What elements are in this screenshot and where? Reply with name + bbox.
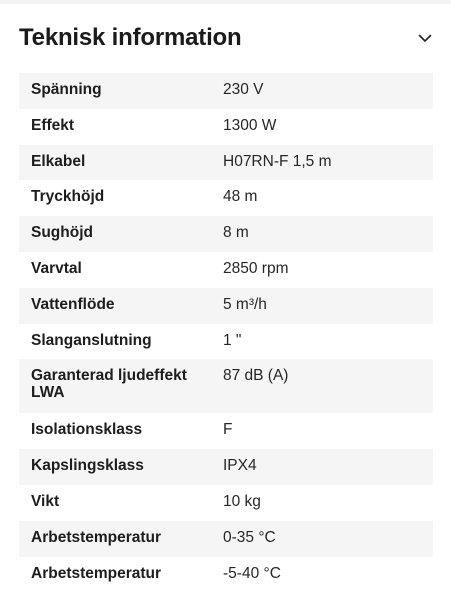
spec-row [19, 73, 433, 109]
spec-value: -5-40 °C [223, 564, 281, 582]
spec-value: 48 m [223, 188, 258, 206]
spec-label: Vattenflöde [31, 295, 115, 313]
spec-value: 8 m [223, 224, 249, 242]
spec-label: Garanterad ljudeffekt LWA [31, 367, 187, 402]
spec-row [19, 485, 433, 521]
section-header[interactable] [19, 14, 433, 62]
spec-value: 230 V [223, 81, 264, 98]
section-title: Teknisk information [19, 24, 242, 51]
spec-label: Arbetstemperatur [31, 528, 162, 546]
spec-label: Tryckhöjd [31, 188, 105, 206]
spec-value: 5 m³/h [223, 295, 267, 313]
spec-label: Varvtal [31, 259, 82, 277]
spec-value: 87 dB (A) [223, 367, 289, 385]
spec-label: Effekt [31, 116, 75, 134]
spec-value: IPX4 [223, 457, 257, 475]
spec-label: Slanganslutning [31, 331, 152, 349]
spec-table [19, 73, 433, 592]
spec-value: 1 " [223, 331, 242, 349]
spec-label: Isolationsklass [31, 421, 143, 439]
spec-label: Arbetstemperatur [31, 564, 162, 582]
spec-value: 2850 rpm [223, 259, 289, 277]
spec-row [19, 216, 433, 252]
spec-value: F [223, 421, 233, 439]
spec-row [19, 109, 433, 145]
spec-label: Spänning [31, 81, 102, 98]
spec-row [19, 359, 433, 413]
spec-value: 10 kg [223, 492, 261, 510]
spec-row [19, 521, 433, 557]
spec-label: Vikt [31, 492, 60, 510]
spec-row [19, 252, 433, 288]
spec-row [19, 324, 433, 360]
spec-value: 1300 W [223, 116, 277, 134]
spec-row [19, 288, 433, 324]
spec-row [19, 145, 433, 181]
spec-row [19, 413, 433, 449]
spec-row [19, 180, 433, 216]
spec-label: Sughöjd [31, 224, 93, 242]
spec-label: Elkabel [31, 152, 86, 170]
spec-label: Kapslingsklass [31, 457, 144, 475]
chevron-down-icon[interactable] [417, 30, 433, 46]
spec-value: H07RN-F 1,5 m [223, 152, 332, 170]
spec-value: 0-35 °C [223, 528, 276, 546]
spec-row [19, 449, 433, 485]
top-divider [0, 0, 451, 4]
spec-row [19, 557, 433, 593]
